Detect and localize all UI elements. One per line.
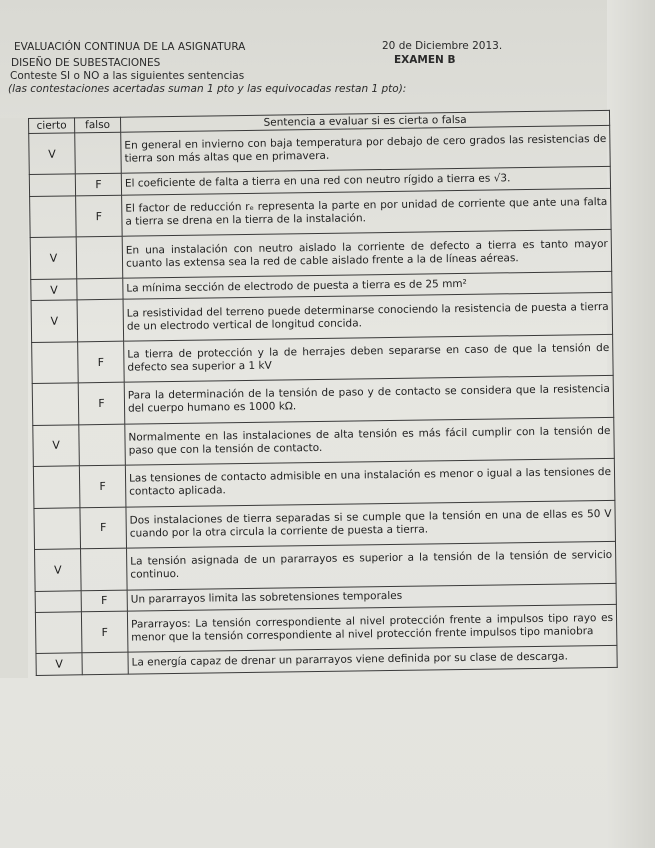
- statement-cell: La resistividad del terreno puede determinarse conociendo la resistencia de puesta a tierra de un electrodo vertical de longitud concida.: [123, 293, 613, 341]
- statement-cell: El factor de reducción rₑ representa la parte en por unidad de corriente que ante una falta a tierra se drena en la tierra de la instalación.: [122, 188, 612, 236]
- header-cierto: cierto: [29, 118, 75, 134]
- falso-cell: F: [80, 507, 127, 549]
- statement-cell: Normalmente en las instalaciones de alta tensión es más fácil cumplir con la tensión de paso que con la tensión de contacto.: [125, 417, 615, 465]
- cierto-cell: V: [35, 549, 82, 591]
- statement-cell: El coeficiente de falta a tierra en una red con neutro rígido a tierra es √3.: [121, 167, 610, 195]
- subject-title: DISEÑO DE SUBESTACIONES: [11, 57, 161, 69]
- left-margin-strip: [0, 118, 28, 678]
- statement-cell: La tensión asignada de un pararrayos es superior a la tensión de la tensión de servicio continuo.: [127, 541, 617, 589]
- questions-table: [28, 110, 618, 676]
- cierto-cell: [35, 612, 82, 654]
- falso-cell: F: [78, 382, 125, 424]
- falso-cell: F: [81, 590, 127, 612]
- statement-cell: En una instalación con neutro aislado la corriente de defecto a tierra es tanto mayor cuanto las extensa sea la red de cable aislado frente a la de líneas aéreas.: [122, 230, 612, 278]
- header-falso: falso: [75, 117, 121, 133]
- falso-cell: F: [81, 611, 128, 653]
- statement-cell: Un pararrayos limita las sobretensiones temporales: [127, 583, 616, 611]
- statement-cell: Las tensiones de contacto admisible en una instalación es menor o igual a las tensiones de contacto aplicada.: [125, 458, 615, 506]
- course-title: EVALUACIÓN CONTINUA DE LA ASIGNATURA: [14, 41, 246, 53]
- falso-cell: F: [75, 174, 121, 196]
- questions-table-wrapper: [28, 110, 618, 676]
- cierto-cell: V: [31, 300, 78, 342]
- falso-cell: [76, 237, 123, 279]
- cierto-cell: V: [29, 133, 76, 175]
- falso-cell: F: [78, 341, 125, 383]
- falso-cell: [81, 548, 128, 590]
- statement-cell: Para la determinación de la tensión de paso y de contacto se considera que la resistencia del cuerpo humano es 1000 kΩ.: [124, 376, 614, 424]
- statement-cell: La mínima sección de electrodo de puesta a tierra es de 25 mm²: [123, 271, 612, 299]
- cierto-cell: [32, 383, 79, 425]
- falso-cell: [77, 278, 123, 300]
- statement-cell: En general en invierno con baja temperatura por debajo de cero grados las resistencias de tierra son más altas que en primavera.: [121, 125, 611, 173]
- cierto-cell: [30, 196, 77, 238]
- statement-cell: Pararrayos: La tensión correspondiente al nivel protección frente a impulsos tipo rayo es menor que la tensión correspondiente al nivel protección frente impulsos tipo maniobra: [127, 604, 617, 652]
- cierto-cell: V: [33, 425, 80, 467]
- statement-cell: La tierra de protección y la de herrajes deben separarse en caso de que la tensión de defecto sea superior a 1 kV: [124, 334, 614, 382]
- exam-version: EXAMEN B: [394, 54, 456, 66]
- cierto-cell: V: [31, 279, 77, 301]
- cierto-cell: [29, 174, 75, 196]
- instruction-text: Conteste SI o NO a las siguientes sentencias: [10, 70, 245, 82]
- scoring-note: (las contestaciones acertadas suman 1 pto y las equivocadas restan 1 pto):: [8, 83, 407, 95]
- header-sentencia: Sentencia a evaluar si es cierta o falsa: [120, 110, 609, 132]
- cierto-cell: V: [36, 653, 82, 675]
- falso-cell: [82, 653, 128, 675]
- cierto-cell: [35, 590, 81, 612]
- cierto-cell: [34, 507, 81, 549]
- statement-cell: Dos instalaciones de tierra separadas si se cumple que la tensión en una de ellas es 50 V cuando por la otra circula la corriente de puesta a tierra.: [126, 500, 616, 548]
- falso-cell: [79, 424, 126, 466]
- exam-date: 20 de Diciembre 2013.: [382, 40, 503, 52]
- falso-cell: F: [76, 195, 123, 237]
- statement-cell: La energía capaz de drenar un pararrayos viene definida por su clase de descarga.: [128, 646, 617, 674]
- cierto-cell: [33, 466, 80, 508]
- falso-cell: [77, 300, 124, 342]
- cierto-cell: [32, 342, 79, 384]
- falso-cell: F: [79, 465, 126, 507]
- falso-cell: [75, 132, 122, 174]
- cierto-cell: V: [30, 237, 77, 279]
